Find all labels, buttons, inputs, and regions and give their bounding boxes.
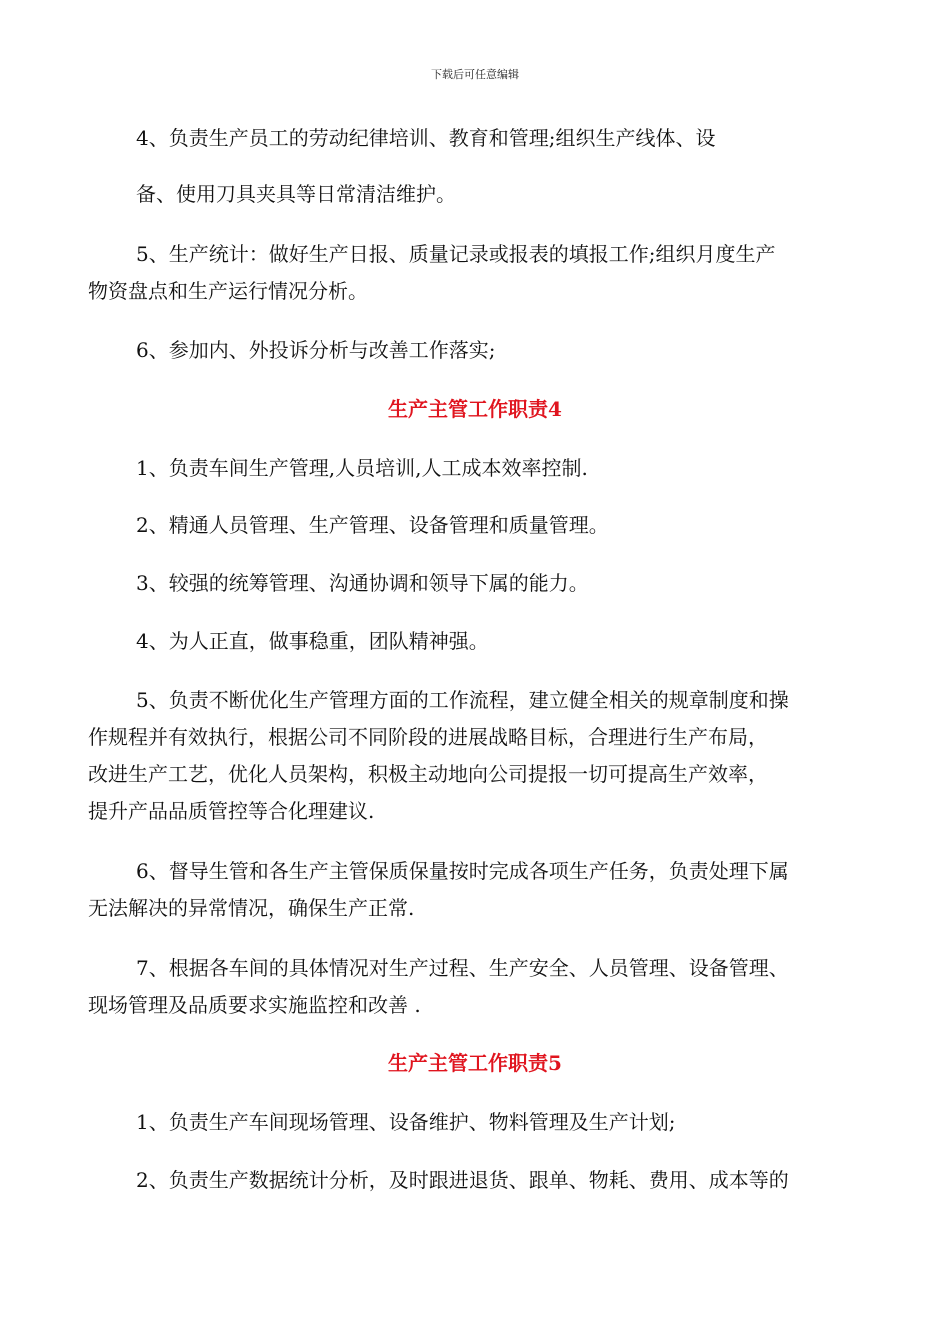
paragraph-line: 4、负责生产员工的劳动纪律培训、教育和管理;组织生产线体、设 xyxy=(136,126,716,150)
paragraph-line: 无法解决的异常情况，确保生产正常. xyxy=(88,896,415,920)
paragraph-line: 提升产品品质管控等合化理建议. xyxy=(88,799,375,823)
paragraph-line: 作规程并有效执行，根据公司不同阶段的进展战略目标，合理进行生产布局， xyxy=(88,725,768,749)
paragraph-line: 2、精通人员管理、生产管理、设备管理和质量管理。 xyxy=(136,513,609,537)
paragraph-line: 2、负责生产数据统计分析，及时跟进退货、跟单、物耗、费用、成本等的 xyxy=(136,1168,789,1192)
paragraph-line: 5、负责不断优化生产管理方面的工作流程，建立健全相关的规章制度和操 xyxy=(136,688,789,712)
paragraph-line: 4、为人正直，做事稳重，团队精神强。 xyxy=(136,629,489,653)
paragraph-line: 改进生产工艺，优化人员架构，积极主动地向公司提报一切可提高生产效率， xyxy=(88,762,768,786)
paragraph-line: 备、使用刀具夹具等日常清洁维护。 xyxy=(136,182,456,206)
paragraph-line: 物资盘点和生产运行情况分析。 xyxy=(88,279,368,303)
section-title: 生产主管工作职责5 xyxy=(388,1051,562,1075)
paragraph-line: 7、根据各车间的具体情况对生产过程、生产安全、人员管理、设备管理、 xyxy=(136,956,789,980)
paragraph-line: 5、生产统计：做好生产日报、质量记录或报表的填报工作;组织月度生产 xyxy=(136,242,776,266)
paragraph-line: 3、较强的统筹管理、沟通协调和领导下属的能力。 xyxy=(136,571,589,595)
paragraph-line: 1、负责生产车间现场管理、设备维护、物料管理及生产计划; xyxy=(136,1110,676,1134)
paragraph-line: 1、负责车间生产管理,人员培训,人工成本效率控制. xyxy=(136,456,588,480)
paragraph-line: 6、参加内、外投诉分析与改善工作落实; xyxy=(136,338,496,362)
paragraph-line: 6、督导生管和各生产主管保质保量按时完成各项生产任务，负责处理下属 xyxy=(136,859,789,883)
paragraph-line: 现场管理及品质要求实施监控和改善 . xyxy=(88,993,421,1017)
section-title: 生产主管工作职责4 xyxy=(388,397,562,421)
header-note: 下载后可任意编辑 xyxy=(431,68,519,81)
